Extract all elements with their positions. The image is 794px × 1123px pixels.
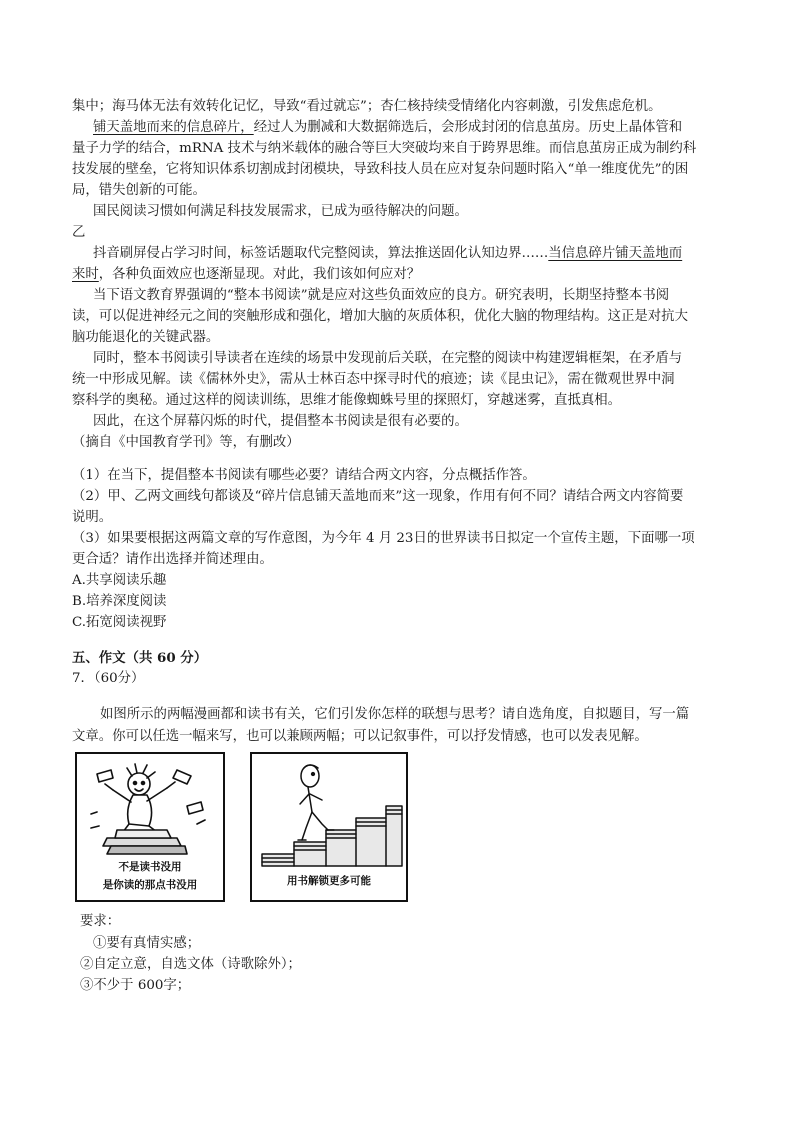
passage-source: （摘自《中国教育学刊》等，有删改） <box>72 435 300 450</box>
question-2-line-2: 说明。 <box>72 510 113 525</box>
passage-b-line-2-rest: ，各种负面效应也逐渐显现。对此，我们该如何应对？ <box>98 267 421 282</box>
passage-b-line-6: 同时，整本书阅读引导读者在连续的场景中发现前后关联，在完整的阅读中构建逻辑框架，在矛盾与 <box>93 351 683 366</box>
essay-prompt-line-1: 如图所示的两幅漫画都和读书有关，它们引发你怎样的联想与思考？请自选角度，自拟题目，写一篇 <box>100 707 690 722</box>
comic-left-drawing <box>77 754 223 866</box>
requirements-title: 要求： <box>80 914 121 929</box>
essay-prompt-line-2: 文章。你可以任选一幅来写，也可以兼顾两幅；可以记叙事件，可以抒发情感，也可以发表见解。 <box>72 729 648 744</box>
passage-b-line-7: 统一中形成见解。读《儒林外史》，需从士林百态中探寻时代的痕迹；读《昆虫记》，需在微观世界中洞 <box>72 372 675 387</box>
essay-item-number: 7．（60分） <box>72 671 145 686</box>
comic-right-drawing <box>252 754 406 872</box>
question-3-line-2: 更合适？请作出选择并简述理由。 <box>72 552 273 567</box>
passage-b-line-9: 因此，在这个屏幕闪烁的时代，提倡整本书阅读是很有必要的。 <box>93 414 468 429</box>
section-5-heading: 五、作文（共 60 分） <box>72 650 208 666</box>
passage-a-line-5: 局，错失创新的可能。 <box>72 183 206 198</box>
passage-b-line-3: 当下语文教育界强调的“整本书阅读”就是应对这些负面效应的良方。研究表明，长期坚持整本书阅 <box>93 288 670 303</box>
comic-left-caption-line-1: 不是读书没用 <box>118 861 182 873</box>
passage-a-line-2-rest: 经过人为删减和大数据筛选后，会形成封闭的信息茧房。历史上晶体管和 <box>253 120 683 135</box>
question-1: （1）在当下，提倡整本书阅读有哪些必要？请结合两文内容，分点概括作答。 <box>72 468 536 483</box>
passage-a-line-3: 量子力学的结合，mRNA 技术与纳米载体的融合等巨大突破均来自于跨界思维。而信息茧房正成为制约科 <box>72 141 697 156</box>
option-b: B.培养深度阅读 <box>72 594 167 609</box>
comic-left <box>75 752 225 902</box>
passage-b-line-4: 读，可以促进神经元之间的突触形成和强化，增加大脑的灰质体积，优化大脑的物理结构。这正是对抗大 <box>72 309 688 324</box>
comic-left-caption-line-2: 是你读的那点书没用 <box>102 879 198 891</box>
passage-a-line-2 <box>93 118 682 138</box>
passage-b-label: 乙 <box>72 225 86 240</box>
requirement-1: ①要有真情实感； <box>93 936 201 951</box>
passage-b-line-2 <box>72 265 420 285</box>
underlined-sentence-b-part1: 当信息碎片铺天盖地而 <box>548 246 683 261</box>
passage-a-line-1: 集中；海马体无法有效转化记忆，导致“看过就忘”；杏仁核持续受情绪化内容刺激，引发焦虑危机。 <box>72 99 662 114</box>
question-3-line-1: （3）如果要根据这两篇文章的写作意图，为今年 4 月 23日的世界读书日拟定一个宣传主题，下面哪一项 <box>72 531 695 546</box>
option-a: A.共享阅读乐趣 <box>72 573 167 588</box>
requirement-2: ②自定立意，自选文体（诗歌除外）； <box>80 957 301 972</box>
option-c: C.拓宽阅读视野 <box>72 615 167 630</box>
passage-a-line-4: 技发展的壁垒，它将知识体系切割成封闭模块，导致科技人员在应对复杂问题时陷入“单一维度优先”的困 <box>72 162 689 177</box>
passage-b-line-1 <box>93 244 682 264</box>
underlined-sentence-b-part2: 来时 <box>72 267 99 282</box>
comic-right <box>250 752 408 902</box>
passage-b-line-5: 脑功能退化的关键武器。 <box>72 330 220 345</box>
question-2-line-1: （2）甲、乙两文画线句都谈及“碎片信息铺天盖地而来”这一现象，作用有何不同？请结合两文内容简要 <box>72 489 684 504</box>
passage-b-line-1-start: 抖音刷屏侵占学习时间，标签话题取代完整阅读，算法推送固化认知边界…… <box>93 246 549 261</box>
requirement-3: ③不少于 600字； <box>80 978 191 993</box>
underlined-sentence-a: 铺天盖地而来的信息碎片， <box>93 120 254 135</box>
comic-right-caption: 用书解锁更多可能 <box>287 875 371 887</box>
passage-a-line-6: 国民阅读习惯如何满足科技发展需求，已成为亟待解决的问题。 <box>93 204 468 219</box>
passage-b-line-8: 察科学的奥秘。通过这样的阅读训练，思维才能像蜘蛛号里的探照灯，穿越迷雾，直抵真相。 <box>72 393 622 408</box>
